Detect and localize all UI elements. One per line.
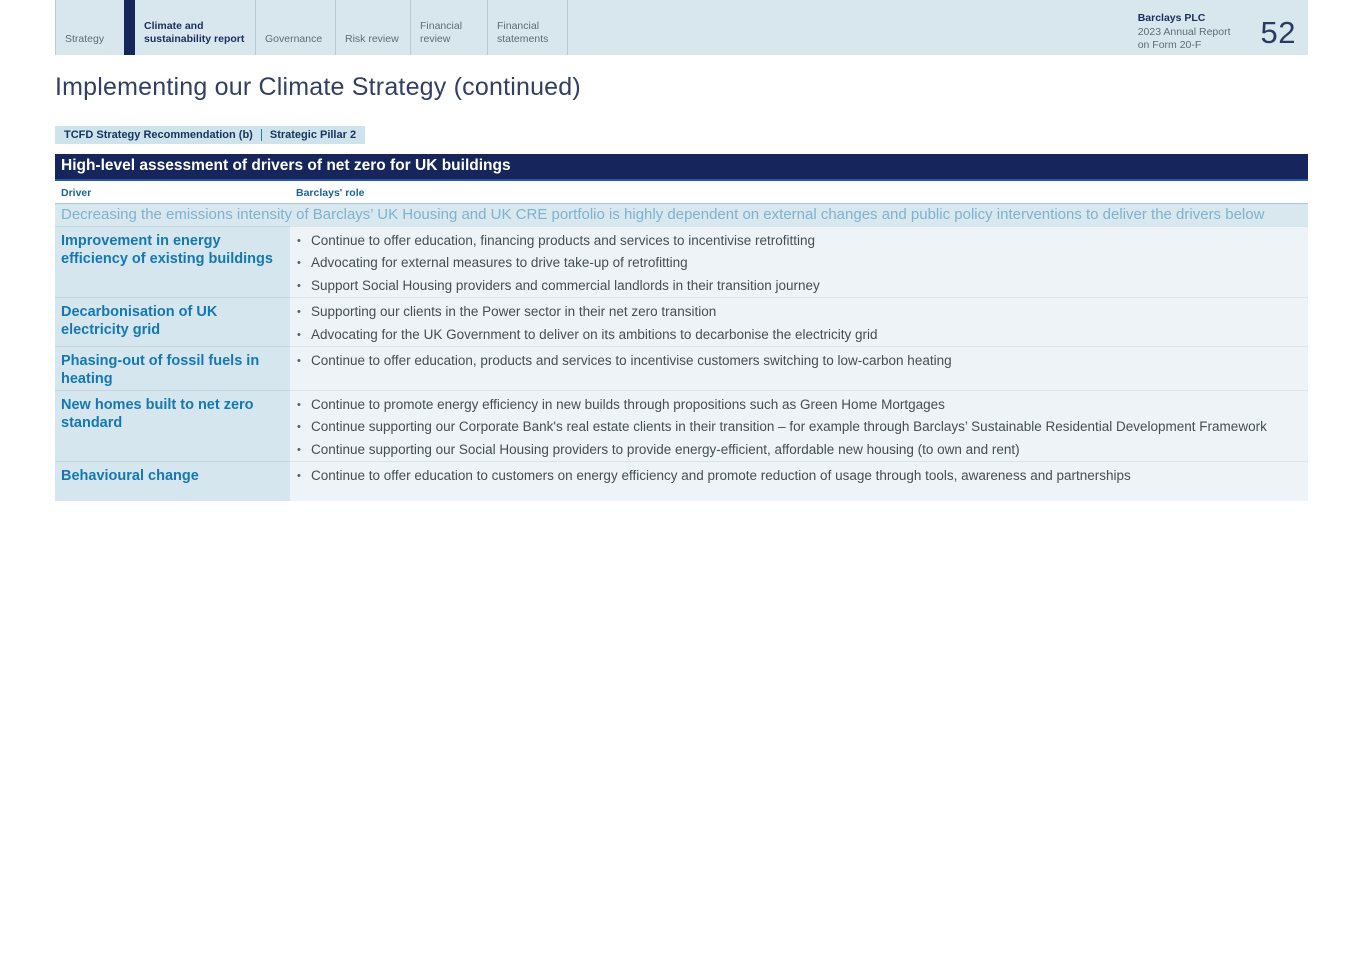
tcfd-badge <box>55 126 365 144</box>
role-bullet: • Continue to offer education, financing products and services to incentivise retrofitting <box>290 230 1308 252</box>
roles-cell <box>290 297 1308 346</box>
report-identity <box>1138 0 1308 55</box>
assessment-table <box>55 154 1308 501</box>
tab-label: Risk review <box>345 32 399 45</box>
page-number: 52 <box>1260 15 1296 50</box>
table-row <box>55 226 1308 297</box>
tab-label: Financial statements <box>497 19 549 45</box>
section-tabs <box>55 0 568 55</box>
tab-label: Financial review <box>420 19 463 45</box>
badge-strategic-pillar: Strategic Pillar 2 <box>269 129 357 141</box>
role-bullet: • Continue supporting our Corporate Bank's real estate clients in their transition – for example through Barclays’ Sustainable Residential Development Framework <box>290 416 1308 438</box>
table-row <box>55 461 1308 501</box>
tab-climate-and-sustainability-report[interactable] <box>135 0 255 55</box>
column-header-role: Barclays' role <box>296 187 365 199</box>
roles-cell <box>290 461 1308 501</box>
brand-block <box>1138 12 1231 53</box>
tab-strategy[interactable] <box>55 0 124 55</box>
table-note: Decreasing the emissions intensity of Barclays’ UK Housing and UK CRE portfolio is highly dependent on external changes and public policy interventions to deliver the drivers below <box>55 204 1308 226</box>
role-bullet: • Continue to promote energy efficiency in new builds through propositions such as Green Home Mortgages <box>290 394 1308 416</box>
table-row <box>55 346 1308 390</box>
role-bullet: • Supporting our clients in the Power sector in their net zero transition <box>290 301 1308 323</box>
role-bullet: • Advocating for external measures to drive take-up of retrofitting <box>290 252 1308 274</box>
roles-cell <box>290 346 1308 390</box>
tab-financial-review[interactable] <box>410 0 487 55</box>
table-column-headers <box>55 181 1308 204</box>
role-bullet: • Advocating for the UK Government to deliver on its ambitions to decarbonise the electricity grid <box>290 324 1308 346</box>
roles-cell <box>290 390 1308 461</box>
driver-cell: Behavioural change <box>55 461 290 501</box>
badge-divider <box>261 129 262 141</box>
driver-cell: Decarbonisation of UK electricity grid <box>55 297 290 346</box>
tab-financial-statements[interactable] <box>487 0 568 55</box>
report-line: 2023 Annual Report <box>1137 25 1231 38</box>
role-bullet: • Continue supporting our Social Housing providers to provide energy-efficient, affordable new housing (to own and rent) <box>290 439 1308 461</box>
tab-governance[interactable] <box>255 0 335 55</box>
page-title: Implementing our Climate Strategy (continued) <box>55 73 581 101</box>
badge-tcfd-recommendation: TCFD Strategy Recommendation (b) <box>64 129 253 141</box>
role-bullet: • Support Social Housing providers and commercial landlords in their transition journey <box>290 275 1308 297</box>
role-bullet: • Continue to offer education, products and services to incentivise customers switching to low-carbon heating <box>290 350 1308 372</box>
table-row <box>55 390 1308 461</box>
active-tab-indicator <box>124 0 135 55</box>
table-row <box>55 297 1308 346</box>
brand-name: Barclays PLC <box>1137 12 1206 24</box>
tab-label: Strategy <box>65 32 105 45</box>
role-bullet: • Continue to offer education to customers on energy efficiency and promote reduction of usage through tools, awareness and partnerships <box>290 465 1308 487</box>
tab-risk-review[interactable] <box>335 0 410 55</box>
report-line: on Form 20-F <box>1137 39 1202 52</box>
table-title: High-level assessment of drivers of net zero for UK buildings <box>55 154 1308 181</box>
driver-cell: Improvement in energy efficiency of existing buildings <box>55 226 290 297</box>
tab-label: Governance <box>265 32 323 45</box>
column-header-driver: Driver <box>61 187 92 199</box>
roles-cell <box>290 226 1308 297</box>
driver-cell: New homes built to net zero standard <box>55 390 290 461</box>
tab-label: Climate and sustainability report <box>144 19 245 45</box>
driver-cell: Phasing-out of fossil fuels in heating <box>55 346 290 390</box>
top-navigation <box>55 0 1308 55</box>
